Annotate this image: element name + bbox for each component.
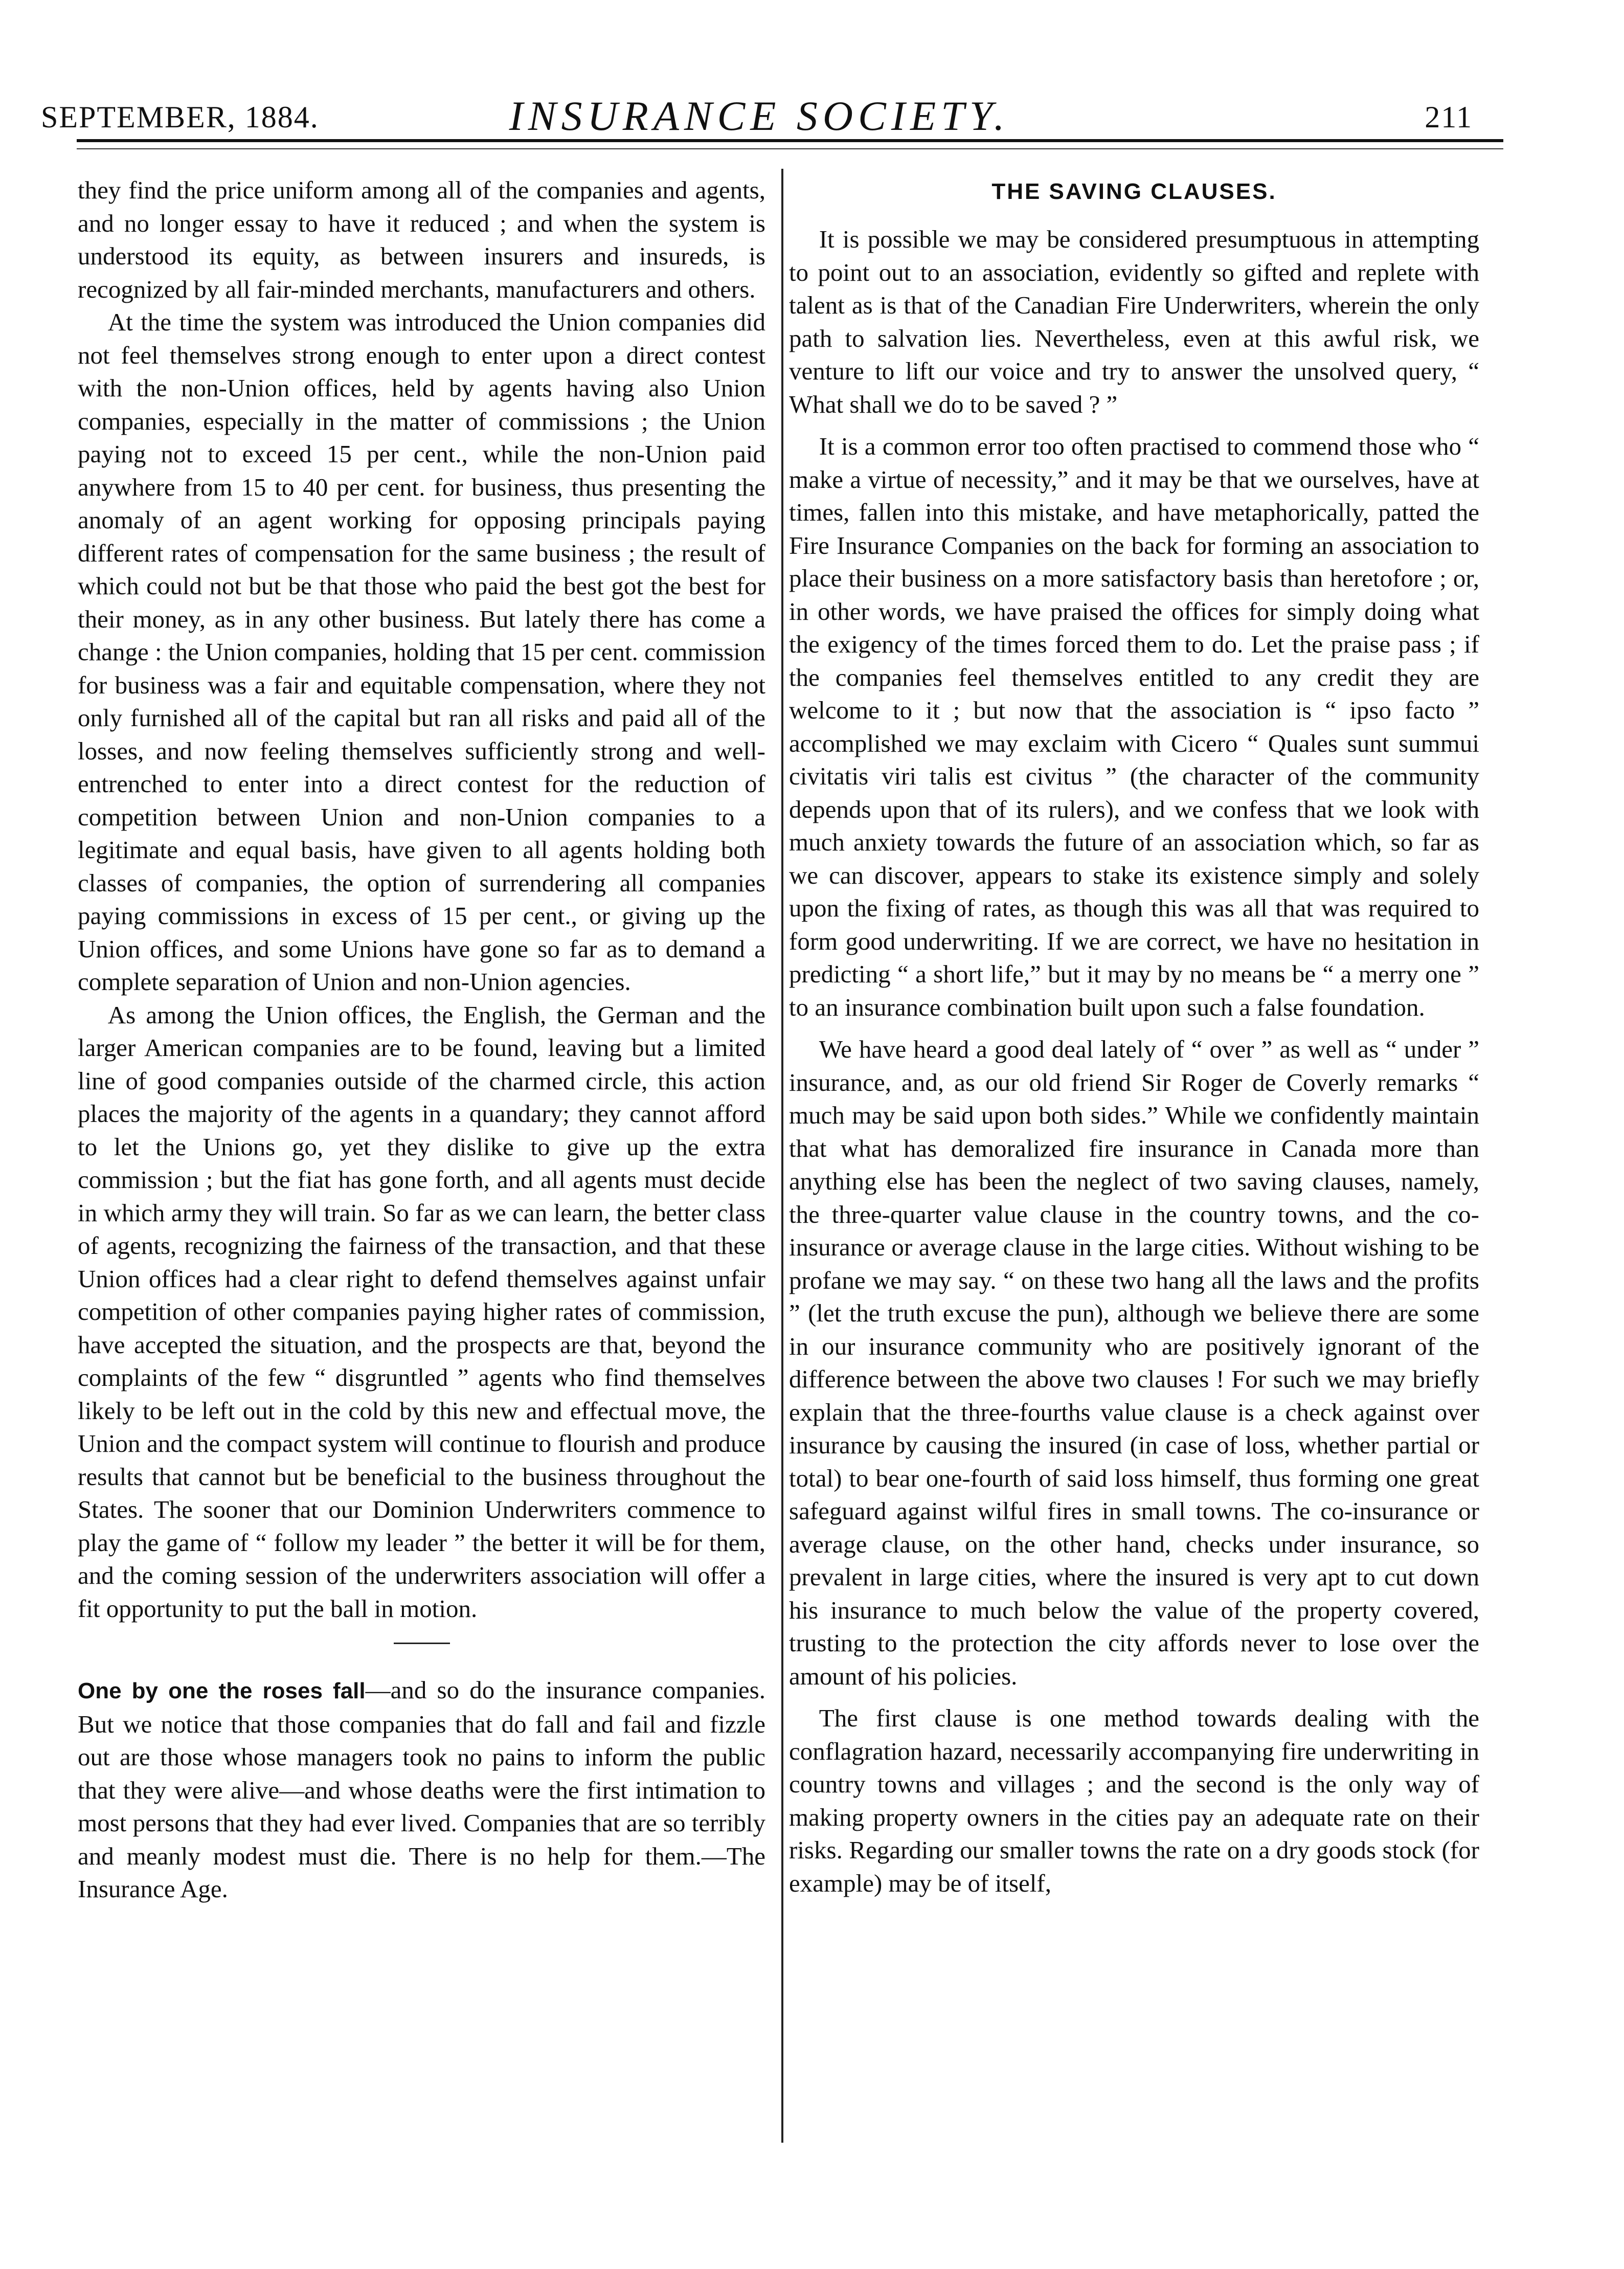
issue-date: SEPTEMBER, 1884.: [41, 100, 319, 134]
article-paragraph: It is a common error too often practised to commend those who “ make a virtue of necessity,” and it may be that we ourselves, have at times, fallen into this mistake, and have metaphorically, patted the Fire Insurance Companies on the back for forming an association to place their business on a more satisfactory basis than heretofore ; or, in other words, we have praised the offices for simply doing what the exigency of the times forced them to do. Let the praise pass ; if the companies feel themselves entitled to any credit they are welcome to it ; but now that the association is “ ipso facto ” accomplished we may exclaim with Cicero “ Quales sunt summui civitatis viri talis est civitus ” (the character of the community depends upon that of its rulers), and we confess that we look with much anxiety towards the future of an association which, so far as we can discover, appears to stake its existence simply and solely upon the fixing of rates, as though this was all that was required to form good underwriting. If we are correct, we have no hesitation in predicting “ a short life,” but it may by no means be “ a merry one ” to an insurance combination built upon such a false foundation.: [789, 432, 1479, 1021]
right-column: [789, 174, 1479, 1909]
article-paragraph: they find the price uniform among all of the companies and agents, and no longer essay to have it reduced ; and when the system is understood its equity, as between insurers and insureds, is recognized by all fair-minded merchants, manufacturers and others.: [78, 176, 765, 303]
article-paragraph: The first clause is one method towards dealing with the conflagration hazard, necessarily accompanying fire underwriting in country towns and villages ; and the second is the only way of making property owners in the cities pay an adequate rate on their risks. Regarding our smaller towns the rate on a dry goods stock (for example) may be of itself,: [789, 1704, 1479, 1897]
page-number: 211: [1425, 100, 1473, 134]
page-header: [36, 77, 1483, 139]
header-rule-thick: [77, 139, 1503, 142]
header-rule-thin: [77, 148, 1503, 149]
article-paragraph: At the time the system was introduced the Union companies did not feel themselves strong enough to enter upon a direct contest with the non-Union offices, held by agents having also Union companies, especially in the matter of commissions ; the Union paying not to exceed 15 per cent., while the non-Union paid anywhere from 15 to 40 per cent. for business, thus presenting the anomaly of an agent working for opposing principals paying different rates of compensation for the same business ; the result of which could not but be that those who paid the best got the best for their money, as in any other business. But lately there has come a change : the Union companies, holding that 15 per cent. commission for business was a fair and equitable compensation, where they not only furnished all of the capital but ran all risks and paid all of the losses, and now feeling themselves sufficiently strong and well-entrenched to enter into a direct contest for the reduction of competition between Union and non-Union companies to a legitimate and equal basis, have given to all agents holding both classes of companies, the option of surrendering all companies paying commissions in excess of 15 per cent., or giving up the Union offices, and some Unions have gone so far as to demand a complete separation of Union and non-Union agencies.: [78, 308, 765, 996]
section-separator: [394, 1643, 450, 1644]
news-item: [78, 1674, 765, 1906]
article-paragraph: It is possible we may be considered presumptuous in attempting to point out to an association, evidently so gifted and replete with talent as is that of the Canadian Fire Underwriters, wherein the only path to salvation lies. Nevertheless, even at this awful risk, we venture to lift our voice and try to answer the unsolved query, “ What shall we do to be saved ? ”: [789, 225, 1479, 418]
section-heading: THE SAVING CLAUSES.: [991, 179, 1277, 204]
article-paragraph: As among the Union offices, the English, the German and the larger American companies are to be found, leaving but a limited line of good companies outside of the charmed circle, this action places the majority of the agents in a quandary; they cannot afford to let the Unions go, yet they dislike to give up the extra commission ; but the fiat has gone forth, and all agents must decide in which army they will train. So far as we can learn, the better class of agents, recognizing the fairness of the transaction, and that these Union offices had a clear right to defend themselves against unfair competition of other companies paying higher rates of commission, have accepted the situation, and the prospects are that, beyond the complaints of the few “ disgruntled ” agents who find themselves likely to be left out in the cold by this new and effectual move, the Union and the compact system will continue to flourish and produce results that cannot but be beneficial to the business throughout the States. The sooner that our Dominion Underwriters commence to play the game of “ follow my leader ” the better it will be for them, and the coming session of the underwriters association will offer a fit opportunity to put the ball in motion.: [78, 1000, 765, 1623]
left-column: [78, 174, 765, 1906]
column-divider: [781, 169, 783, 2143]
article-paragraph: We have heard a good deal lately of “ over ” as well as “ under ” insurance, and, as our old friend Sir Roger de Coverly remarks “ much may be said upon both sides.” While we confidently maintain that what has demoralized fire insurance in Canada more than anything else has been the neglect of two saving clauses, namely, the three-quarter value clause in the country towns, and the co-insurance or average clause in the large cities. Without wishing to be profane we may say. “ on these two hang all the laws and the profits ” (let the truth excuse the pun), although we believe there are some in our insurance community who are positively ignorant of the difference between the above two clauses ! For such we may briefly explain that the three-fourths value clause is a check against over insurance by causing the insured (in case of loss, whether partial or total) to bear one-fourth of said loss himself, thus forming one great safeguard against wilful fires in small towns. The co-insurance or average clause, on the other hand, checks under insurance, so prevalent in large cities, where the insured is very apt to cut down his insurance to much below the value of the property covered, trusting to the protection the city affords never to lose over the amount of his policies.: [789, 1035, 1479, 1690]
publication-title: INSURANCE SOCIETY.: [509, 93, 1010, 139]
news-item-lead: One by one the roses fall: [78, 1678, 366, 1703]
news-item-body: —and so do the insurance companies. But we notice that those companies that do fall and fail and fizzle out are those whose managers took no pains to inform the public that they were alive—and whose deaths were the first intimation to most persons that they had ever lived. Companies that are so terribly and meanly modest must die. There is no help for them.—The Insurance Age.: [78, 1676, 765, 1903]
